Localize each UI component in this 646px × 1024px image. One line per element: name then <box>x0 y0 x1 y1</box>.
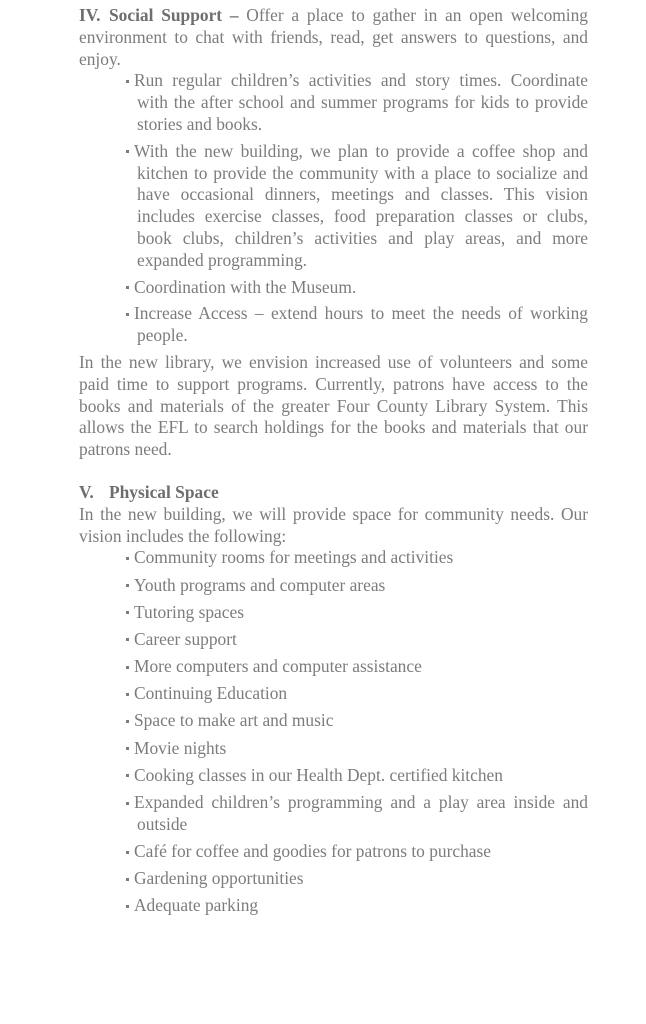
bullet-icon <box>126 584 129 587</box>
bullet-icon <box>126 802 129 805</box>
section-iv-dash: – <box>222 5 247 25</box>
section-v-bullet-list <box>79 547 588 917</box>
list-item <box>79 141 588 272</box>
list-item-text: Increase Access – extend hours to meet the needs of working people. <box>134 303 588 346</box>
document-page <box>79 5 588 923</box>
list-item-text: Community rooms for meetings and activities <box>134 547 454 568</box>
section-v-intro: In the new building, we will provide space for community needs. Our vision includes the following: <box>79 503 588 546</box>
list-item-text: Run regular children’s activities and story times. Coordinate with the after school and summer programs for kids to provide stories and books. <box>134 70 588 134</box>
bullet-icon <box>126 313 129 316</box>
list-item-text: Movie nights <box>134 737 227 758</box>
section-iv-intro-text: Offer a place to gather in an open welcoming environment to chat with friends, read, get answers to questions, and enjoy. <box>79 5 589 69</box>
list-item <box>79 547 588 569</box>
list-item-text: Cooking classes in our Health Dept. certified kitchen <box>134 764 503 785</box>
section-iv-number: IV. <box>79 5 101 25</box>
list-item-text: Continuing Education <box>134 683 288 704</box>
list-item-text: Youth programs and computer areas <box>134 574 386 595</box>
list-item-text: Career support <box>134 628 237 649</box>
list-item <box>79 629 588 651</box>
bullet-icon <box>126 720 129 723</box>
list-item <box>79 765 588 787</box>
bullet-icon <box>126 666 129 669</box>
section-iv-intro <box>79 5 588 70</box>
bullet-icon <box>126 611 129 614</box>
list-item <box>79 792 588 836</box>
bullet-icon <box>126 693 129 696</box>
list-item-text: With the new building, we plan to provide a coffee shop and kitchen to provide the community with a place to socialize and have occasional dinners, meetings and classes. This vision includes exercise classes, food preparation classes or clubs, book clubs, children’s activities and play areas, and more expanded programming. <box>134 140 588 270</box>
list-item-text: More computers and computer assistance <box>134 656 422 677</box>
list-item-text: Coordination with the Museum. <box>134 276 357 297</box>
section-iv-closing-paragraph: In the new library, we envision increased use of volunteers and some paid time to support programs. Currently, patrons have access to the books and materials of the greater Four County Library System. This allows the EFL to search holdings for the books and materials that our patrons need. <box>79 351 588 460</box>
bullet-icon <box>126 557 129 560</box>
list-item <box>79 868 588 890</box>
bullet-icon <box>126 905 129 908</box>
list-item-text: Expanded children’s programming and a play area inside and outside <box>134 792 588 834</box>
section-v-number: V. <box>79 481 94 502</box>
list-item <box>79 277 588 299</box>
list-item-text: Café for coffee and goodies for patrons to purchase <box>134 841 492 861</box>
bullet-icon <box>126 80 129 83</box>
bullet-icon <box>126 878 129 881</box>
list-item-text: Space to make art and music <box>134 710 334 731</box>
section-v-heading <box>79 482 588 504</box>
section-iv-title: Social Support <box>109 5 223 25</box>
bullet-icon <box>126 150 129 153</box>
list-item <box>79 575 588 597</box>
list-item <box>79 738 588 760</box>
bullet-icon <box>126 286 129 289</box>
list-item-text: Tutoring spaces <box>134 601 244 622</box>
section-iv-bullet-list <box>79 70 588 347</box>
bullet-icon <box>126 747 129 750</box>
list-item <box>79 303 588 347</box>
bullet-icon <box>126 638 129 641</box>
list-item-text: Gardening opportunities <box>134 868 304 889</box>
list-item <box>79 895 588 917</box>
bullet-icon <box>126 851 129 854</box>
list-item-text: Adequate parking <box>134 895 259 916</box>
list-item <box>79 683 588 705</box>
list-item <box>79 70 588 135</box>
list-item <box>79 841 588 863</box>
list-item <box>79 656 588 678</box>
bullet-icon <box>126 774 129 777</box>
section-v-title: Physical Space <box>109 481 219 502</box>
list-item <box>79 602 588 624</box>
list-item <box>79 710 588 732</box>
